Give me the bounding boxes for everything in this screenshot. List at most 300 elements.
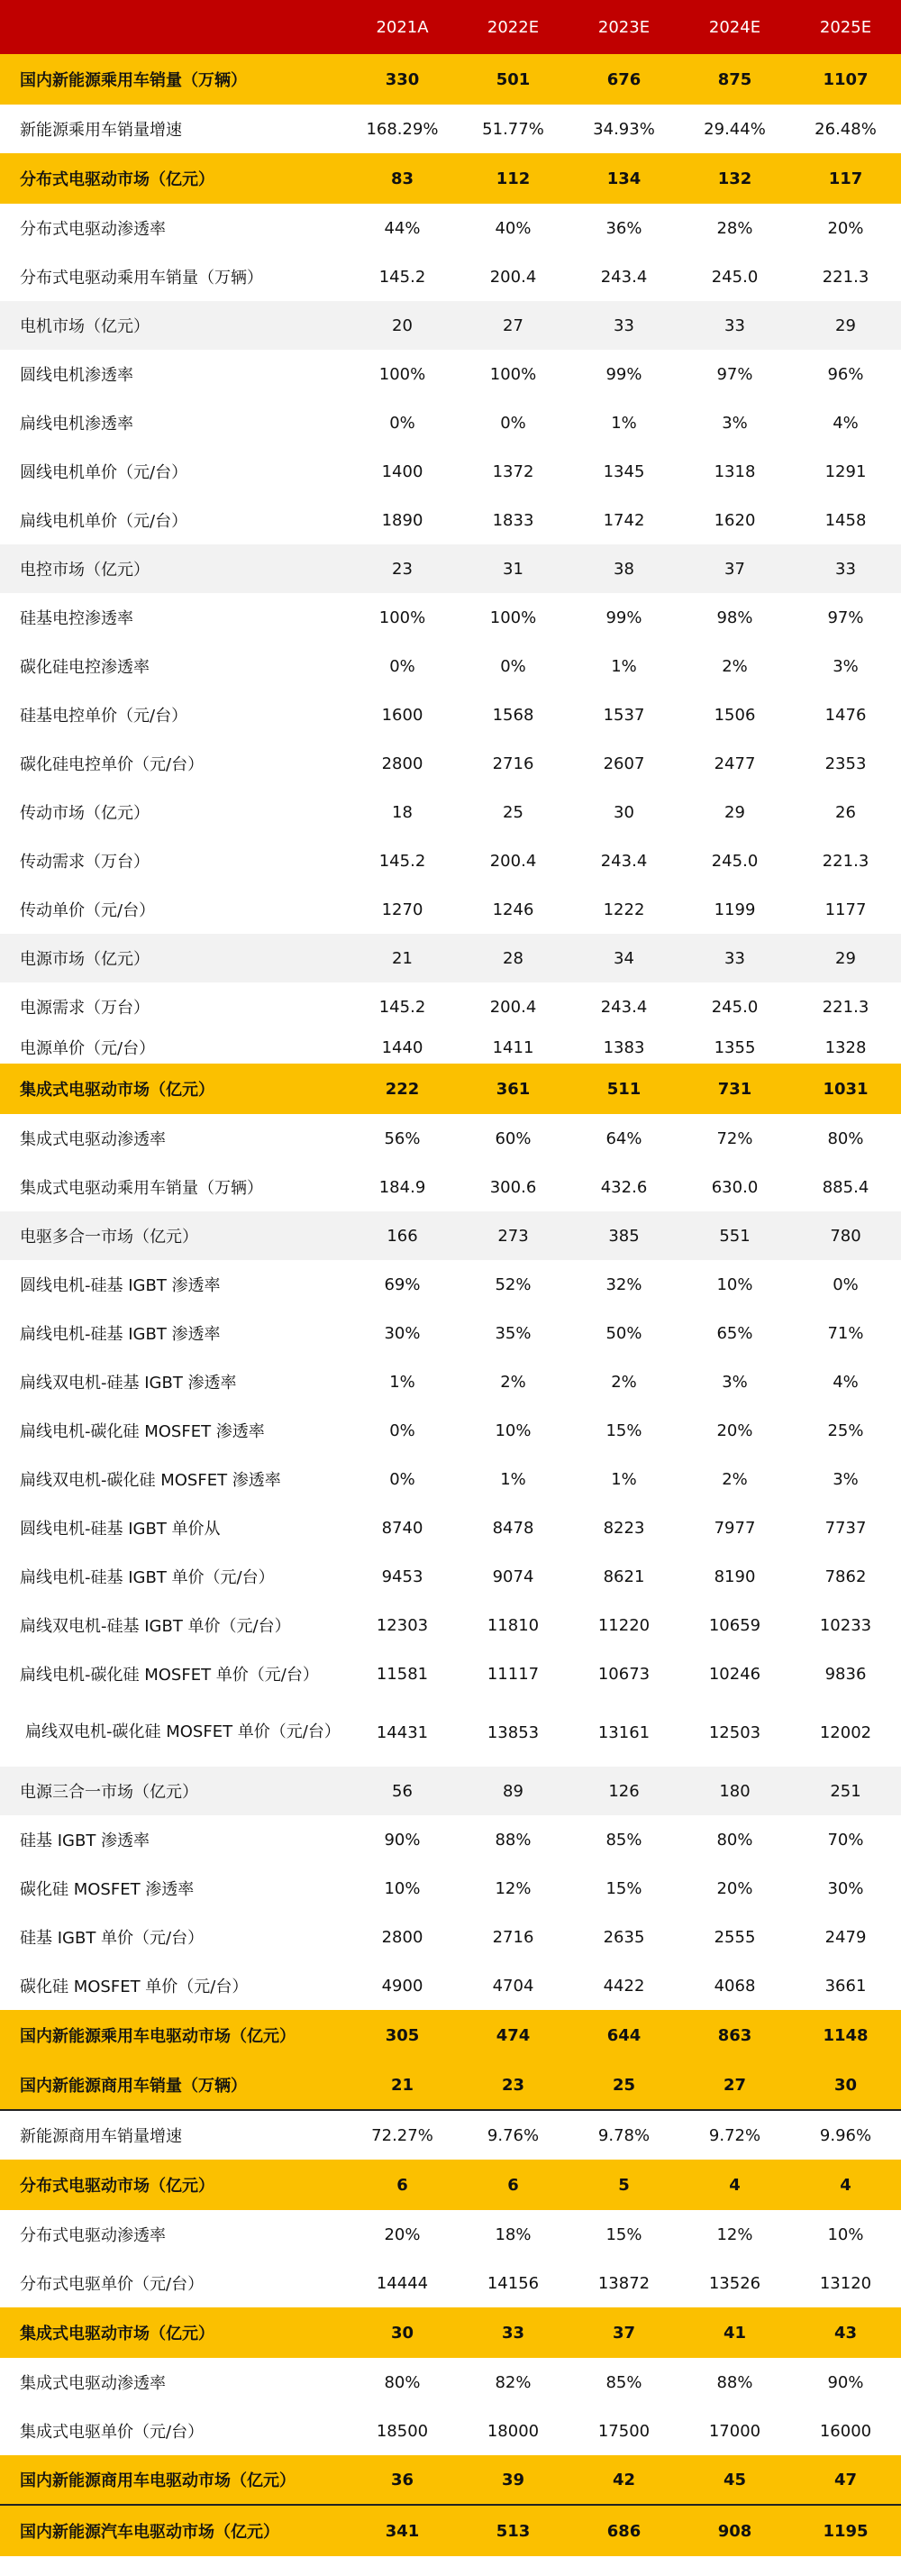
row-value: 4% <box>833 413 859 433</box>
row-value: 200.4 <box>489 851 537 871</box>
row-value: 885.4 <box>822 1177 869 1197</box>
row-value: 30% <box>827 1878 864 1898</box>
table-row <box>0 2060 901 2111</box>
row-label: 集成式电驱单价（元/台） <box>20 2423 205 2442</box>
table-row <box>0 1698 901 1767</box>
row-label: 国内新能源乘用车电驱动市场（亿元） <box>20 2027 296 2046</box>
row-value: 3661 <box>824 1976 867 1996</box>
row-value: 33 <box>724 315 745 335</box>
row-value: 31 <box>503 559 523 579</box>
row-value: 14156 <box>487 2273 540 2293</box>
row-value: 630.0 <box>711 1177 759 1197</box>
row-label: 扁线双电机-硅基 IGBT 单价（元/台） <box>20 1617 291 1636</box>
table-row <box>0 1064 901 1114</box>
row-label: 国内新能源汽车电驱动市场（亿元） <box>20 2523 279 2542</box>
row-value: 23 <box>501 2075 525 2095</box>
table-row <box>0 1114 901 1163</box>
row-value: 50% <box>605 1323 642 1343</box>
row-value: 10659 <box>708 1615 761 1635</box>
row-value: 273 <box>497 1226 529 1246</box>
row-value: 43 <box>833 2323 858 2343</box>
row-value: 132 <box>717 169 752 188</box>
header-cell-2021A: 2021A <box>376 17 429 37</box>
table-row <box>0 1913 901 1961</box>
row-value: 184.9 <box>378 1177 426 1197</box>
row-value: 166 <box>387 1226 418 1246</box>
row-value: 9.72% <box>708 2125 761 2145</box>
row-label: 扁线电机-碳化硅 MOSFET 渗透率 <box>20 1422 265 1441</box>
row-value: 2477 <box>714 754 756 773</box>
table-row <box>0 2160 901 2210</box>
row-value: 145.2 <box>378 267 426 287</box>
row-value: 18000 <box>487 2421 540 2441</box>
row-value: 222 <box>385 1079 420 1099</box>
row-value: 1% <box>500 1469 526 1489</box>
row-value: 145.2 <box>378 997 426 1017</box>
row-value: 13161 <box>597 1722 651 1742</box>
row-value: 33 <box>724 948 745 968</box>
row-value: 2353 <box>824 754 867 773</box>
table-row <box>0 2010 901 2060</box>
row-value: 361 <box>496 1079 531 1099</box>
row-label: 国内新能源乘用车销量（万辆） <box>20 71 247 90</box>
row-value: 501 <box>496 69 531 89</box>
row-label: 传动需求（万台） <box>20 853 150 872</box>
row-value: 676 <box>606 69 642 89</box>
table-row <box>0 2307 901 2358</box>
row-value: 97% <box>827 607 864 627</box>
row-value: 551 <box>719 1226 751 1246</box>
row-value: 731 <box>717 1079 752 1099</box>
row-value: 64% <box>605 1128 642 1148</box>
row-value: 245.0 <box>711 851 759 871</box>
row-value: 100% <box>378 607 426 627</box>
row-value: 14431 <box>376 1722 429 1742</box>
table-row <box>0 1961 901 2010</box>
row-label: 分布式电驱动市场（亿元） <box>20 170 214 189</box>
row-value: 243.4 <box>600 267 648 287</box>
table-row <box>0 54 901 105</box>
table-row <box>0 982 901 1031</box>
row-label: 硅基 IGBT 单价（元/台） <box>20 1929 205 1948</box>
row-value: 97% <box>716 364 753 384</box>
row-value: 8223 <box>603 1518 645 1538</box>
row-value: 33 <box>614 315 634 335</box>
row-value: 1890 <box>381 510 423 530</box>
row-value: 245.0 <box>711 267 759 287</box>
row-value: 2% <box>611 1372 637 1392</box>
row-value: 2% <box>722 1469 748 1489</box>
row-value: 51.77% <box>482 119 544 139</box>
row-value: 0% <box>389 1469 415 1489</box>
row-value: 39 <box>501 2470 525 2489</box>
row-value: 2479 <box>824 1927 867 1947</box>
row-value: 2635 <box>603 1927 645 1947</box>
row-value: 42 <box>612 2470 636 2489</box>
row-value: 56 <box>392 1781 413 1801</box>
table-row <box>0 447 901 496</box>
row-value: 9836 <box>824 1664 867 1684</box>
row-value: 12503 <box>708 1722 761 1742</box>
row-value: 4704 <box>492 1976 534 1996</box>
row-value: 17000 <box>708 2421 761 2441</box>
row-value: 245.0 <box>711 997 759 1017</box>
table-row <box>0 788 901 836</box>
row-value: 9.78% <box>597 2125 651 2145</box>
row-value: 513 <box>496 2521 531 2541</box>
row-value: 200.4 <box>489 997 537 1017</box>
row-value: 1246 <box>492 900 534 919</box>
row-value: 83 <box>390 169 414 188</box>
row-value: 10% <box>827 2224 864 2244</box>
row-label: 电机市场（亿元） <box>20 317 150 336</box>
table-row <box>0 153 901 204</box>
table-row <box>0 204 901 252</box>
row-label: 碳化硅 MOSFET 单价（元/台） <box>20 1978 249 1996</box>
row-value: 85% <box>605 1830 642 1850</box>
table-header <box>0 0 901 54</box>
row-value: 0% <box>500 656 526 676</box>
row-value: 25 <box>612 2075 636 2095</box>
row-value: 330 <box>385 69 420 89</box>
table-row <box>0 2455 901 2506</box>
row-value: 251 <box>830 1781 861 1801</box>
row-value: 12303 <box>376 1615 429 1635</box>
row-value: 28 <box>503 948 523 968</box>
row-label: 电源单价（元/台） <box>20 1039 156 1058</box>
row-value: 99% <box>605 607 642 627</box>
row-label: 新能源乘用车销量增速 <box>20 121 182 140</box>
row-value: 12% <box>716 2224 753 2244</box>
row-value: 1355 <box>714 1037 756 1057</box>
table-row <box>0 1815 901 1864</box>
row-value: 168.29% <box>366 119 439 139</box>
table-row <box>0 1031 901 1064</box>
row-value: 100% <box>489 607 537 627</box>
row-label: 国内新能源商用车电驱动市场（亿元） <box>20 2471 296 2490</box>
row-label: 圆线电机单价（元/台） <box>20 463 188 482</box>
row-value: 11810 <box>487 1615 540 1635</box>
row-value: 7862 <box>824 1567 867 1586</box>
row-label: 圆线电机渗透率 <box>20 366 133 385</box>
row-value: 21 <box>390 2075 414 2095</box>
row-value: 1620 <box>714 510 756 530</box>
row-value: 37 <box>612 2323 636 2343</box>
row-value: 30% <box>384 1323 421 1343</box>
row-label: 分布式电驱动渗透率 <box>20 220 166 239</box>
row-value: 30 <box>833 2075 858 2095</box>
row-value: 908 <box>717 2521 752 2541</box>
row-label: 集成式电驱动市场（亿元） <box>20 2325 214 2343</box>
table-row <box>0 2259 901 2307</box>
row-value: 1742 <box>603 510 645 530</box>
row-value: 72.27% <box>371 2125 433 2145</box>
row-value: 1568 <box>492 705 534 725</box>
table-row <box>0 398 901 447</box>
row-value: 221.3 <box>822 997 869 1017</box>
row-value: 15% <box>605 1420 642 1440</box>
row-label: 分布式电驱动渗透率 <box>20 2226 166 2245</box>
row-value: 44% <box>384 218 421 238</box>
table-row <box>0 544 901 593</box>
row-value: 80% <box>827 1128 864 1148</box>
row-label: 传动单价（元/台） <box>20 901 156 920</box>
row-value: 200.4 <box>489 267 537 287</box>
row-label: 扁线双电机-碳化硅 MOSFET 单价（元/台） <box>25 1722 341 1741</box>
row-label: 扁线电机-碳化硅 MOSFET 单价（元/台） <box>20 1666 319 1685</box>
header-cell-2022E: 2022E <box>487 17 540 37</box>
row-label: 电源市场（亿元） <box>20 950 150 969</box>
row-label: 电驱多合一市场（亿元） <box>20 1228 198 1247</box>
table-row <box>0 1649 901 1698</box>
row-label: 扁线双电机-硅基 IGBT 渗透率 <box>20 1374 237 1393</box>
row-value: 56% <box>384 1128 421 1148</box>
row-value: 1318 <box>714 461 756 481</box>
row-value: 52% <box>495 1274 532 1294</box>
row-value: 25 <box>503 802 523 822</box>
row-label: 扁线电机渗透率 <box>20 415 133 434</box>
row-value: 17500 <box>597 2421 651 2441</box>
row-value: 11220 <box>597 1615 651 1635</box>
table-row <box>0 885 901 934</box>
row-value: 45 <box>723 2470 747 2489</box>
row-value: 9.96% <box>819 2125 872 2145</box>
row-value: 243.4 <box>600 851 648 871</box>
row-value: 780 <box>830 1226 861 1246</box>
row-value: 8740 <box>381 1518 423 1538</box>
row-value: 90% <box>827 2372 864 2392</box>
row-value: 80% <box>384 2372 421 2392</box>
row-value: 2800 <box>381 754 423 773</box>
row-value: 2607 <box>603 754 645 773</box>
row-value: 145.2 <box>378 851 426 871</box>
row-value: 30 <box>390 2323 414 2343</box>
row-value: 25% <box>827 1420 864 1440</box>
row-value: 18 <box>392 802 413 822</box>
row-value: 0% <box>833 1274 859 1294</box>
row-value: 2716 <box>492 1927 534 1947</box>
row-value: 1600 <box>381 705 423 725</box>
row-label: 新能源商用车销量增速 <box>20 2127 182 2146</box>
row-value: 0% <box>389 656 415 676</box>
table-row <box>0 1503 901 1552</box>
row-value: 1107 <box>823 69 869 89</box>
row-value: 1400 <box>381 461 423 481</box>
row-value: 474 <box>496 2025 531 2045</box>
row-value: 12% <box>495 1878 532 1898</box>
row-value: 1% <box>611 656 637 676</box>
row-value: 99% <box>605 364 642 384</box>
row-value: 4 <box>729 2175 741 2195</box>
row-label: 国内新能源商用车销量（万辆） <box>20 2077 247 2096</box>
row-value: 305 <box>385 2025 420 2045</box>
row-value: 20% <box>827 218 864 238</box>
row-value: 100% <box>489 364 537 384</box>
row-value: 80% <box>716 1830 753 1850</box>
table-row <box>0 1163 901 1211</box>
row-value: 1383 <box>603 1037 645 1057</box>
row-value: 34 <box>614 948 634 968</box>
row-value: 10% <box>716 1274 753 1294</box>
row-value: 1458 <box>824 510 867 530</box>
row-value: 3% <box>833 1469 859 1489</box>
table-row <box>0 2210 901 2259</box>
table-row <box>0 1864 901 1913</box>
row-value: 20% <box>716 1420 753 1440</box>
row-value: 112 <box>496 169 531 188</box>
row-value: 27 <box>723 2075 747 2095</box>
row-value: 85% <box>605 2372 642 2392</box>
row-value: 72% <box>716 1128 753 1148</box>
table-row <box>0 2407 901 2455</box>
row-value: 0% <box>389 1420 415 1440</box>
row-value: 1291 <box>824 461 867 481</box>
row-value: 100% <box>378 364 426 384</box>
row-label: 碳化硅电控渗透率 <box>20 658 150 677</box>
row-value: 1% <box>389 1372 415 1392</box>
row-value: 1199 <box>714 900 756 919</box>
row-value: 11117 <box>487 1664 540 1684</box>
row-value: 65% <box>716 1323 753 1343</box>
row-value: 1270 <box>381 900 423 919</box>
row-value: 13872 <box>597 2273 651 2293</box>
row-value: 1195 <box>823 2521 869 2541</box>
table-row <box>0 1767 901 1815</box>
row-value: 10246 <box>708 1664 761 1684</box>
row-label: 扁线电机-硅基 IGBT 单价（元/台） <box>20 1568 275 1587</box>
row-value: 18500 <box>376 2421 429 2441</box>
table-row <box>0 105 901 153</box>
row-value: 134 <box>606 169 642 188</box>
row-value: 16000 <box>819 2421 872 2441</box>
row-value: 7977 <box>714 1518 756 1538</box>
row-value: 1537 <box>603 705 645 725</box>
row-value: 98% <box>716 607 753 627</box>
table-row <box>0 690 901 739</box>
row-value: 9453 <box>381 1567 423 1586</box>
row-value: 33 <box>501 2323 525 2343</box>
table-row <box>0 836 901 885</box>
table-row <box>0 1260 901 1309</box>
table-row <box>0 1211 901 1260</box>
row-label: 圆线电机-硅基 IGBT 渗透率 <box>20 1276 221 1295</box>
row-value: 18% <box>495 2224 532 2244</box>
row-value: 30 <box>614 802 634 822</box>
row-value: 12002 <box>819 1722 872 1742</box>
row-value: 1148 <box>823 2025 869 2045</box>
row-label: 电源三合一市场（亿元） <box>20 1783 198 1802</box>
row-label: 硅基电控单价（元/台） <box>20 707 188 726</box>
row-value: 385 <box>608 1226 640 1246</box>
row-value: 863 <box>717 2025 752 2045</box>
row-value: 9074 <box>492 1567 534 1586</box>
row-value: 8621 <box>603 1567 645 1586</box>
row-value: 1411 <box>492 1037 534 1057</box>
table-row <box>0 350 901 398</box>
row-value: 2555 <box>714 1927 756 1947</box>
row-value: 180 <box>719 1781 751 1801</box>
row-value: 7737 <box>824 1518 867 1538</box>
row-value: 13526 <box>708 2273 761 2293</box>
row-value: 10673 <box>597 1664 651 1684</box>
row-value: 4% <box>833 1372 859 1392</box>
row-value: 20 <box>392 315 413 335</box>
table-row <box>0 2358 901 2407</box>
row-value: 47 <box>833 2470 858 2489</box>
row-value: 2800 <box>381 1927 423 1947</box>
row-value: 2716 <box>492 754 534 773</box>
row-value: 20% <box>716 1878 753 1898</box>
row-value: 33 <box>835 559 856 579</box>
row-label: 扁线电机单价（元/台） <box>20 512 188 531</box>
row-value: 21 <box>392 948 413 968</box>
row-value: 3% <box>722 413 748 433</box>
row-value: 6 <box>507 2175 519 2195</box>
row-value: 1476 <box>824 705 867 725</box>
row-value: 3% <box>833 656 859 676</box>
row-value: 0% <box>389 413 415 433</box>
row-value: 126 <box>608 1781 640 1801</box>
row-value: 69% <box>384 1274 421 1294</box>
row-value: 29.44% <box>704 119 766 139</box>
table-row <box>0 2111 901 2160</box>
row-label: 硅基 IGBT 渗透率 <box>20 1832 150 1850</box>
row-value: 37 <box>724 559 745 579</box>
row-value: 686 <box>606 2521 642 2541</box>
table-row <box>0 934 901 982</box>
row-value: 0% <box>500 413 526 433</box>
row-value: 38 <box>614 559 634 579</box>
header-cell-2025E: 2025E <box>819 17 872 37</box>
row-value: 10% <box>384 1878 421 1898</box>
row-value: 341 <box>385 2521 420 2541</box>
row-value: 2% <box>722 656 748 676</box>
row-value: 1% <box>611 413 637 433</box>
row-value: 27 <box>503 315 523 335</box>
row-value: 71% <box>827 1323 864 1343</box>
row-value: 90% <box>384 1830 421 1850</box>
row-value: 29 <box>835 948 856 968</box>
row-label: 电控市场（亿元） <box>20 561 150 580</box>
table-row <box>0 642 901 690</box>
row-value: 117 <box>828 169 863 188</box>
row-value: 221.3 <box>822 851 869 871</box>
row-value: 1% <box>611 1469 637 1489</box>
row-label: 集成式电驱动乘用车销量（万辆） <box>20 1179 263 1198</box>
row-value: 8190 <box>714 1567 756 1586</box>
row-value: 5 <box>618 2175 630 2195</box>
row-value: 2% <box>500 1372 526 1392</box>
row-value: 35% <box>495 1323 532 1343</box>
row-value: 28% <box>716 218 753 238</box>
row-value: 300.6 <box>489 1177 537 1197</box>
row-value: 88% <box>495 1830 532 1850</box>
row-value: 26 <box>835 802 856 822</box>
header-cell-2023E: 2023E <box>597 17 651 37</box>
table-row <box>0 301 901 350</box>
row-value: 511 <box>606 1079 642 1099</box>
row-value: 13853 <box>487 1722 540 1742</box>
row-value: 15% <box>605 2224 642 2244</box>
row-value: 432.6 <box>600 1177 648 1197</box>
row-label: 集成式电驱动渗透率 <box>20 2374 166 2393</box>
row-value: 221.3 <box>822 267 869 287</box>
table-row <box>0 739 901 788</box>
row-value: 3% <box>722 1372 748 1392</box>
row-value: 1440 <box>381 1037 423 1057</box>
row-value: 40% <box>495 218 532 238</box>
row-value: 8478 <box>492 1518 534 1538</box>
